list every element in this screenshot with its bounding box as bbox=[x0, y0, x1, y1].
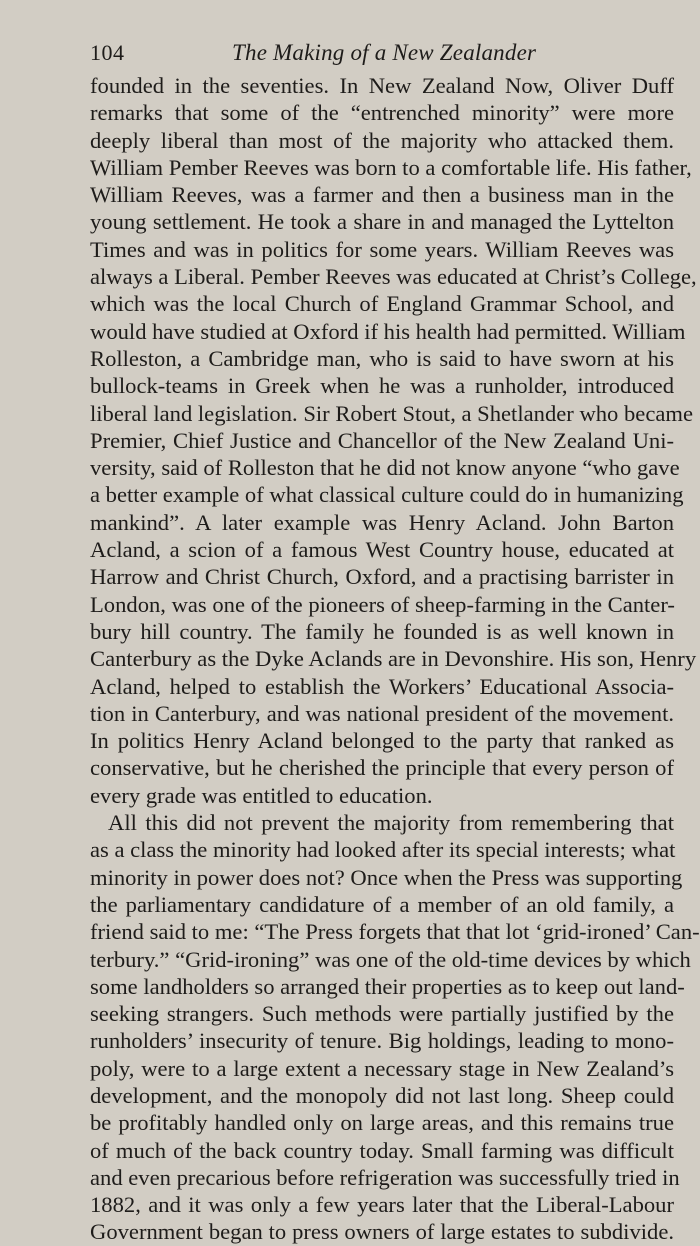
text-line: poly, were to a large extent a necessary stage in New Zealand’s bbox=[90, 1055, 674, 1081]
text-line: seeking strangers. Such methods were partially justified by the bbox=[90, 1001, 674, 1027]
text-line: bullock-teams in Greek when he was a runholder, introduced bbox=[90, 373, 674, 399]
text-line: be profitably handled only on large areas, and this remains true bbox=[90, 1110, 674, 1136]
page-header bbox=[90, 40, 674, 72]
text-line: 1882, and it was only a few years later that the Liberal-Labour bbox=[90, 1192, 674, 1218]
text-line: deeply liberal than most of the majority who attacked them. bbox=[90, 127, 674, 153]
text-line: Government began to press owners of large estates to subdivide. bbox=[90, 1219, 674, 1245]
text-line: terbury.” “Grid-ironing” was one of the old-time devices by which bbox=[90, 946, 691, 972]
text-line: Acland, a scion of a famous West Country house, educated at bbox=[90, 537, 674, 563]
text-line: minority in power does not? Once when the Press was supporting bbox=[90, 864, 683, 890]
text-line: founded in the seventies. In New Zealand Now, Oliver Duff bbox=[90, 73, 674, 98]
text-line: London, was one of the pioneers of sheep-farming in the Canter- bbox=[90, 591, 675, 617]
text-line: liberal land legislation. Sir Robert Stout, a Shetlander who became bbox=[90, 400, 693, 426]
text-line: Premier, Chief Justice and Chancellor of the New Zealand Uni- bbox=[90, 427, 674, 453]
body-text bbox=[90, 72, 700, 1246]
text-line: Canterbury as the Dyke Aclands are in Devonshire. His son, Henry bbox=[90, 646, 697, 672]
text-line: always a Liberal. Pember Reeves was educated at Christ’s College, bbox=[90, 264, 697, 290]
text-line: Acland, helped to establish the Workers’ Educational Associa- bbox=[90, 673, 674, 699]
text-line: conservative, but he cherished the principle that every person of bbox=[90, 755, 674, 781]
text-line: William Reeves, was a farmer and then a business man in the bbox=[90, 182, 674, 208]
text-line: William Pember Reeves was born to a comfortable life. His father, bbox=[90, 154, 692, 180]
text-line: some landholders so arranged their properties as to keep out land- bbox=[90, 973, 685, 999]
text-line: would have studied at Oxford if his health had permitted. William bbox=[90, 318, 686, 344]
page-number: 104 bbox=[90, 40, 125, 65]
text-line: development, and the monopoly did not last long. Sheep could bbox=[90, 1082, 674, 1108]
text-line: young settlement. He took a share in and managed the Lyttelton bbox=[90, 209, 674, 235]
text-line: every grade was entitled to education. bbox=[90, 782, 433, 808]
text-line: and even precarious before refrigeration was successfully tried in bbox=[90, 1164, 680, 1190]
text-line: tion in Canterbury, and was national president of the movement. bbox=[90, 700, 674, 726]
text-line: as a class the minority had looked after its special interests; what bbox=[90, 837, 676, 863]
running-head: The Making of a New Zealander bbox=[232, 40, 537, 65]
text-line: of much of the back country today. Small farming was difficult bbox=[90, 1137, 674, 1163]
text-line: In politics Henry Acland belonged to the party that ranked as bbox=[90, 728, 674, 754]
text-line: which was the local Church of England Grammar School, and bbox=[90, 291, 674, 317]
text-line: runholders’ insecurity of tenure. Big holdings, leading to mono- bbox=[90, 1028, 674, 1054]
text-line: the parliamentary candidature of a member of an old family, a bbox=[90, 891, 674, 917]
text-line: friend said to me: “The Press forgets that that lot ‘grid-ironed’ Can- bbox=[90, 919, 700, 945]
text-line: All this did not prevent the majority from remembering that bbox=[108, 810, 674, 836]
text-line: bury hill country. The family he founded is as well known in bbox=[90, 618, 674, 644]
text-line: remarks that some of the “entrenched minority” were more bbox=[90, 100, 674, 126]
text-line: Harrow and Christ Church, Oxford, and a practising barrister in bbox=[90, 564, 674, 590]
text-line: a better example of what classical culture could do in humanizing bbox=[90, 482, 684, 508]
text-line: mankind”. A later example was Henry Acland. John Barton bbox=[90, 509, 674, 535]
text-line: versity, said of Rolleston that he did not know anyone “who gave bbox=[90, 455, 680, 481]
text-line: Rolleston, a Cambridge man, who is said to have sworn at his bbox=[90, 345, 674, 371]
text-line: Times and was in politics for some years. William Reeves was bbox=[90, 236, 674, 262]
